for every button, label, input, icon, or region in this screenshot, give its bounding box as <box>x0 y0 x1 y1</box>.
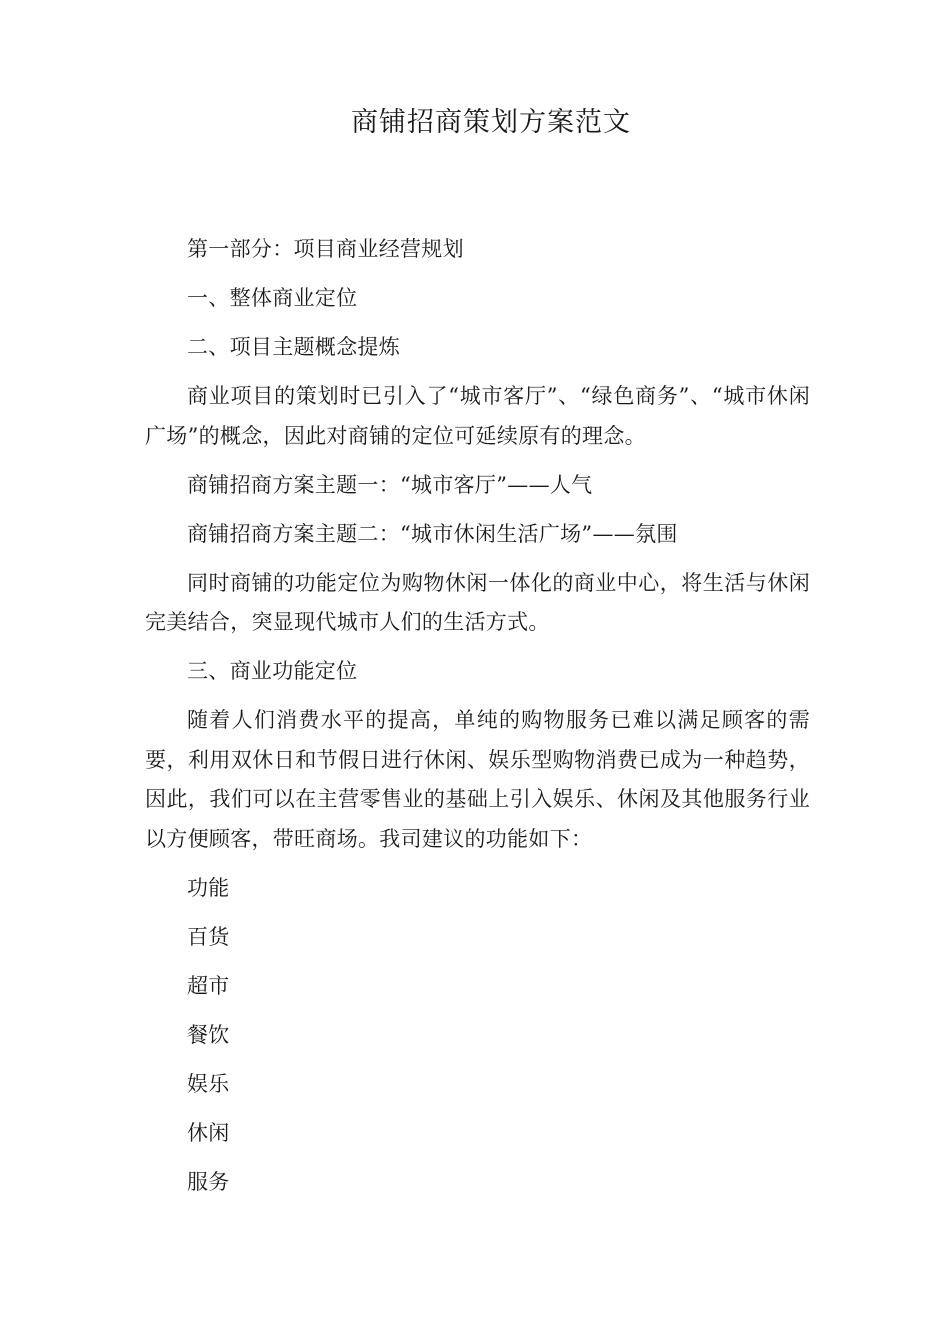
list-item-department-store: 百货 <box>187 924 230 949</box>
document-body <box>145 230 810 1212</box>
heading-function-positioning: 三、商业功能定位 <box>187 659 358 683</box>
list-item-dining: 餐饮 <box>187 1022 230 1047</box>
heading-overall-positioning: 一、整体商业定位 <box>187 286 358 310</box>
list-item-entertainment: 娱乐 <box>187 1071 230 1096</box>
list-item-leisure: 休闲 <box>187 1120 230 1145</box>
section-heading-part-one: 第一部分：项目商业经营规划 <box>187 237 464 261</box>
document-title: 商铺招商策划方案范文 <box>351 107 631 138</box>
paragraph-theme-one: 商铺招商方案主题一：“城市客厅”——人气 <box>187 472 593 497</box>
heading-theme-concept: 二、项目主题概念提炼 <box>187 335 400 359</box>
paragraph-concept-intro: 商业项目的策划时已引入了“城市客厅”、“绿色商务”、“城市休闲广场”的概念，因此对商铺的定位可延续原有的理念。 <box>145 384 810 448</box>
paragraph-consumption-trend: 随着人们消费水平的提高，单纯的购物服务已难以满足顾客的需要，利用双休日和节假日进行休闲、娱乐型购物消费已成为一种趋势，因此，我们可以在主营零售业的基础上引入娱乐、休闲及其他服务行业以方便顾客，带旺商场。我司建议的功能如下： <box>145 708 810 851</box>
paragraph-theme-two: 商铺招商方案主题二：“城市休闲生活广场”——氛围 <box>187 521 678 546</box>
list-item-function: 功能 <box>187 875 230 900</box>
list-item-supermarket: 超市 <box>187 973 230 998</box>
list-item-services: 服务 <box>187 1169 230 1194</box>
paragraph-function-positioning: 同时商铺的功能定位为购物休闲一体化的商业中心，将生活与休闲完美结合，突显现代城市人们的生活方式。 <box>145 570 810 634</box>
